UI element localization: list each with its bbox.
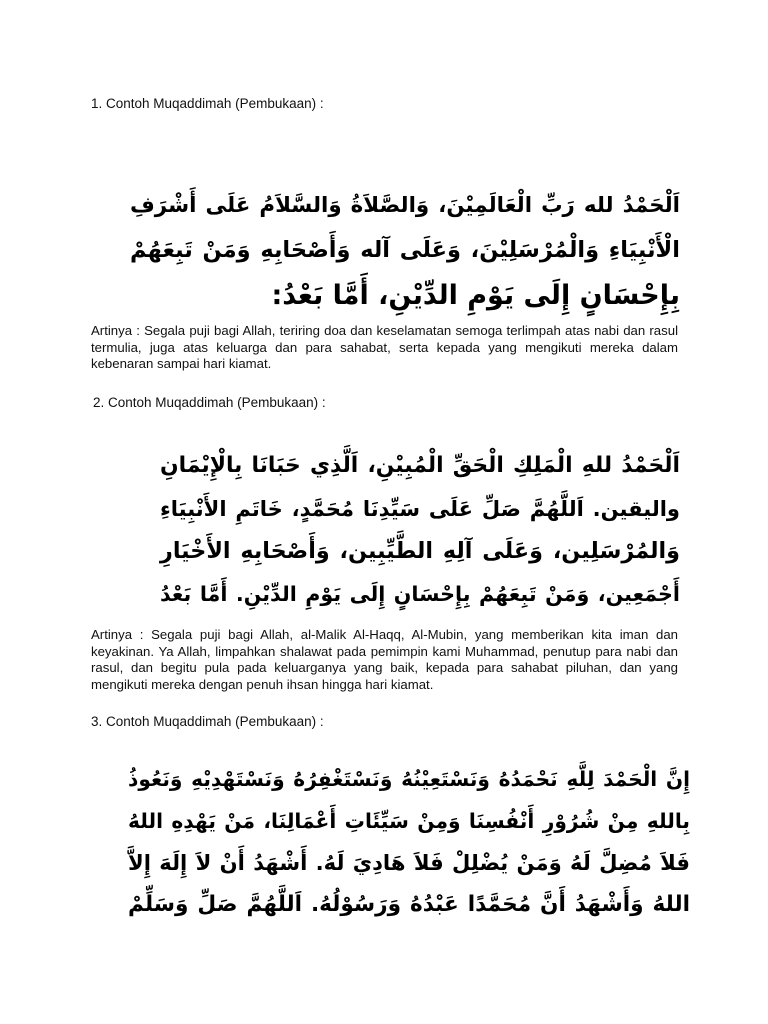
section-3-arabic-line-1: إِنَّ الْحَمْدَ لِلَّهِ نَحْمَدُهُ وَنَسْتَعِيْنُهُ وَنَسْتَغْفِرُهُ وَنَسْتَهْدِيْهِ وَنَعُوذُ [128,767,690,791]
section-2-arabic-line-4: أَجْمَعِين، وَمَنْ تَبِعَهُمْ بِإِحْسَانٍ إِلَى يَوْمِ الدِّيْنِ. أَمَّا بَعْدُ [160,582,680,606]
section-1-arabic-line-2: الْأَنْبِيَاءِ وَالْمُرْسَلِيْنَ، وَعَلَى آله وَأَصْحَابِهِ وَمَنْ تَبِعَهُمْ [130,237,680,263]
section-3-heading: 3. Contoh Muqaddimah (Pembukaan) : [91,714,324,729]
section-2-translation: Artinya : Segala puji bagi Allah, al-Malik Al-Haqq, Al-Mubin, yang memberikan kita iman dan keyakinan. Ya Allah, limpahkan shalawat pada pemimpin kami Muhammad, penutup para nabi dan rasul, dan begitu pula pada keluarganya yang baik, kepada para sahabat piluhan, dan yang mengikuti mereka dengan penuh ihsan hingga hari kiamat. [91,627,678,692]
section-2-arabic-line-2: واليقين. اَللَّهُمَّ صَلِّ عَلَى سَيِّدِنَا مُحَمَّدٍ، خَاتَمِ الأَنْبِيَاءِ [160,496,680,521]
section-1-arabic-line-3: بِإِحْسَانٍ إِلَى يَوْمِ الدِّيْنِ، أَمَّا بَعْدُ: [271,280,680,311]
section-3-arabic [128,758,690,926]
section-2-arabic-line-3: وَالمُرْسَلِين، وَعَلَى آلِهِ الطَّيِّبِين، وَأَصْحَابِهِ الأَخْيَارِ [160,538,680,564]
section-1-arabic [130,183,680,318]
section-2-heading: 2. Contoh Muqaddimah (Pembukaan) : [93,395,326,410]
section-3-arabic-line-2: بِاللهِ مِنْ شُرُوْرِ أَنْفُسِنَا وَمِنْ سَيِّئَاتِ أَعْمَالِنَا، مَنْ يَهْدِهِ اللهُ [128,809,690,833]
section-1-translation: Artinya : Segala puji bagi Allah, teriring doa dan keselamatan semoga terlimpah atas nabi dan rasul termulia, juga atas keluarga dan para sahabat, serta kepada yang mengikuti mereka dalam kebenaran sampai hari kiamat. [91,323,678,371]
section-2-arabic-line-1: اَلْحَمْدُ للهِ الْمَلِكِ الْحَقِّ الْمُبِيْنِ، اَلَّذِي حَبَانَا بِالْإِيْمَانِ [160,453,680,478]
section-3-arabic-line-4: اللهُ وَأَشْهَدُ أَنَّ مُحَمَّدًا عَبْدُهُ وَرَسُوْلُهُ. اَللَّهُمَّ صَلِّ وَسَلِّمْ [128,892,690,917]
section-3-arabic-line-3: فَلاَ مُضِلَّ لَهُ وَمَنْ يُضْلِلْ فَلاَ هَادِيَ لَهُ. أَشْهَدُ أَنْ لاَ إِلَهَ إِلاَّ [128,850,690,875]
section-1-heading: 1. Contoh Muqaddimah (Pembukaan) : [91,96,324,111]
section-2-arabic [160,444,680,616]
section-1-arabic-line-1: اَلْحَمْدُ لله رَبِّ الْعَالَمِيْنَ، وَالصَّلاَةُ وَالسَّلاَمُ عَلَى أَشْرَفِ [130,193,680,218]
